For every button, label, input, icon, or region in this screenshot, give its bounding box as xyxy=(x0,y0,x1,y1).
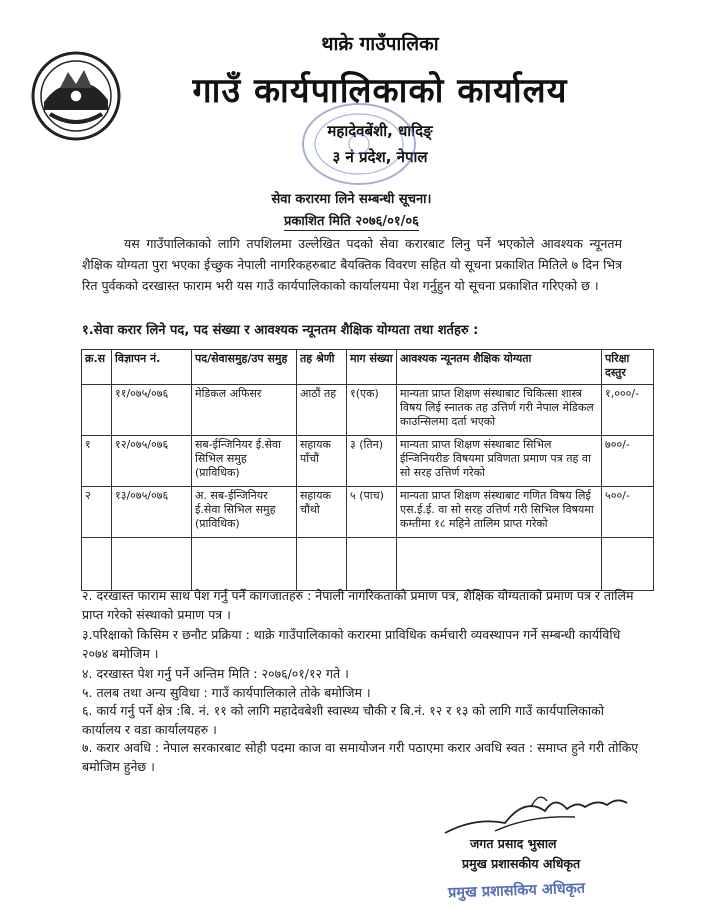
header-post: पद/सेवासमुह/उप समुह xyxy=(192,350,297,385)
office-province: ३ नं प्रदेश, नेपाल xyxy=(332,148,428,166)
nepal-emblem-icon xyxy=(30,50,122,142)
published-date-text: प्रकाशित मिति २०७६/०१/०६ xyxy=(284,214,419,229)
table-row xyxy=(82,487,654,538)
signatory-name: जगत प्रसाद भुसाल xyxy=(470,836,557,851)
table-header-row xyxy=(82,350,654,385)
cell-post: सब-ईन्जिनियर ई.सेवा सिभिल समुह (प्राविधिक) xyxy=(192,436,297,487)
cell-post: अ. सब-ईन्जिनियर ई.सेवा सिभिल समुह (प्राविधिक) xyxy=(192,487,297,538)
cell-fee: १,०००/- xyxy=(602,385,654,436)
table-row-empty xyxy=(82,538,654,591)
table-row xyxy=(82,385,654,436)
header-qualification: आवश्यक न्यूनतम शैक्षिक योग्यता xyxy=(397,350,602,385)
cell-qualification: मान्यता प्राप्त शिक्षण संस्थाबाट सिभिल ईन्जिनियरीङ विषयमा प्रविणता प्रमाण पत्र तह वा सो सरह उत्तिर्ण गरेको xyxy=(397,436,602,487)
cell-serial: १ xyxy=(82,436,112,487)
office-name: गाउँ कार्यपालिकाको कार्यालय xyxy=(192,71,568,111)
cell-advert-no: १३/०७५/०७६ xyxy=(112,487,192,538)
signatory-title: प्रमुख प्रशासकीय अधिकृत xyxy=(462,856,581,871)
header-advert-no: विज्ञापन नं. xyxy=(112,350,192,385)
cell-level: आठौं तह xyxy=(297,385,347,436)
condition-item: ५. तलब तथा अन्य सुविधा : गाउँ कार्यपालिकाले तोके बमोजिम । xyxy=(82,684,371,700)
cell-demand: ३ (तिन) xyxy=(347,436,397,487)
cell-level: सहायक पाँचौं xyxy=(297,436,347,487)
conditions-list xyxy=(82,587,642,776)
posts-table xyxy=(81,349,654,591)
condition-item: ४. दरखास्त पेश गर्नु पर्ने अन्तिम मिति : २०७६/०१/१२ गते । xyxy=(82,666,349,681)
cell-fee: ५००/- xyxy=(602,487,654,538)
condition-item: ३.परिक्षाको किसिम र छनौट प्रक्रिया : थाक्रे गाउँपालिकाको करारमा प्राविधिक कर्मचारी व्यवस्थापन गर्ने सम्बन्धी कार्यविधि २०७४ बमोजिम । xyxy=(82,627,621,661)
condition-item: ६. कार्य गर्नु पर्ने क्षेत्र :बि. नं. ११ को लागि महादेवबेशी स्वास्थ्य चौकी र बि.नं. १२ र १३ को लागि गाउँ कार्यपालिकाको कार्यालय र वडा कार्यालयहरु । xyxy=(82,703,604,737)
cell-serial: २ xyxy=(82,487,112,538)
cell-qualification: मान्यता प्राप्त शिक्षण संस्थाबाट गणित विषय लिई एस.ई.ई. वा सो सरह उत्तिर्ण गरी सिभिल विषयमा कम्तीमा १८ महिने तालिम प्राप्त गरेको xyxy=(397,487,602,538)
header-serial: क्र.स xyxy=(82,350,112,385)
section-heading: १.सेवा करार लिने पद, पद संख्या र आवश्यक न्यूनतम शैक्षिक योग्यता तथा शर्तहरु : xyxy=(82,323,479,338)
cell-advert-no: १२/०७५/०७६ xyxy=(112,436,192,487)
cell-demand: ५ (पाच) xyxy=(347,487,397,538)
condition-item: २. दरखास्त फाराम साथ पेश गर्नु पर्ने कागजातहरु : नेपाली नागरिकताको प्रमाण पत्र, शैक्षिक योग्यताको प्रमाण पत्र र तालिम प्राप्त गरेको संस्थाको प्रमाण पत्र । xyxy=(82,588,634,622)
cell-qualification: मान्यता प्राप्त शिक्षण संस्थाबाट चिकित्सा शास्त्र विषय लिई स्नातक तह उत्तिर्ण गरी नेपाल मेडिकल काउन्सिलमा दर्ता भएको xyxy=(397,385,602,436)
intro-paragraph: यस गाउँपालिकाको लागि तपशिलमा उल्लेखित पदको सेवा करारबाट लिनु पर्ने भएकोले आवश्यक न्यूनतम शैक्षिक योग्यता पुरा भएका ईच्छुक नेपाली नागरिकहरुबाट बैयक्तिक विवरण सहित यो सूचना प्रकाशित मितिले ७ दिन भित्र रित पुर्वकको दरखास्त फाराम भरी यस गाउँ कार्यपालिकाको कार्यालयमा पेश गर्नुहुन यो सूचना प्रकाशित गरिएको छ । xyxy=(82,236,622,293)
published-date xyxy=(0,211,703,229)
header-demand: माग संख्या xyxy=(347,350,397,385)
designation-stamp: प्रमुख प्रशासकिय अधिकृत xyxy=(447,880,586,902)
office-place: महादेवबेंशी, धादिङ् xyxy=(327,122,433,140)
cell-demand: १(एक) xyxy=(347,385,397,436)
handwritten-signature-icon xyxy=(435,787,635,839)
municipality-name: थाक्रे गाउँपालिका xyxy=(321,33,439,55)
header-fee: परिक्षा दस्तुर xyxy=(602,350,654,385)
cell-serial xyxy=(82,385,112,436)
cell-fee: ७००/- xyxy=(602,436,654,487)
cell-level: सहायक चौंथो xyxy=(297,487,347,538)
cell-post: मेडिकल अफिसर xyxy=(192,385,297,436)
table-row xyxy=(82,436,654,487)
notice-title: सेवा करारमा लिने सम्बन्धी सूचना। xyxy=(271,192,432,207)
cell-advert-no: ११/०७५/०७६ xyxy=(112,385,192,436)
condition-item: ७. करार अवधि : नेपाल सरकारबाट सोही पदमा काज वा समायोजन गरी पठाएमा करार अवधि स्वत : समाप्त हुने गरी तोकिए बमोजिम हुनेछ । xyxy=(82,740,639,774)
office-stamp-icon xyxy=(300,100,418,188)
header-level: तह श्रेणी xyxy=(297,350,347,385)
